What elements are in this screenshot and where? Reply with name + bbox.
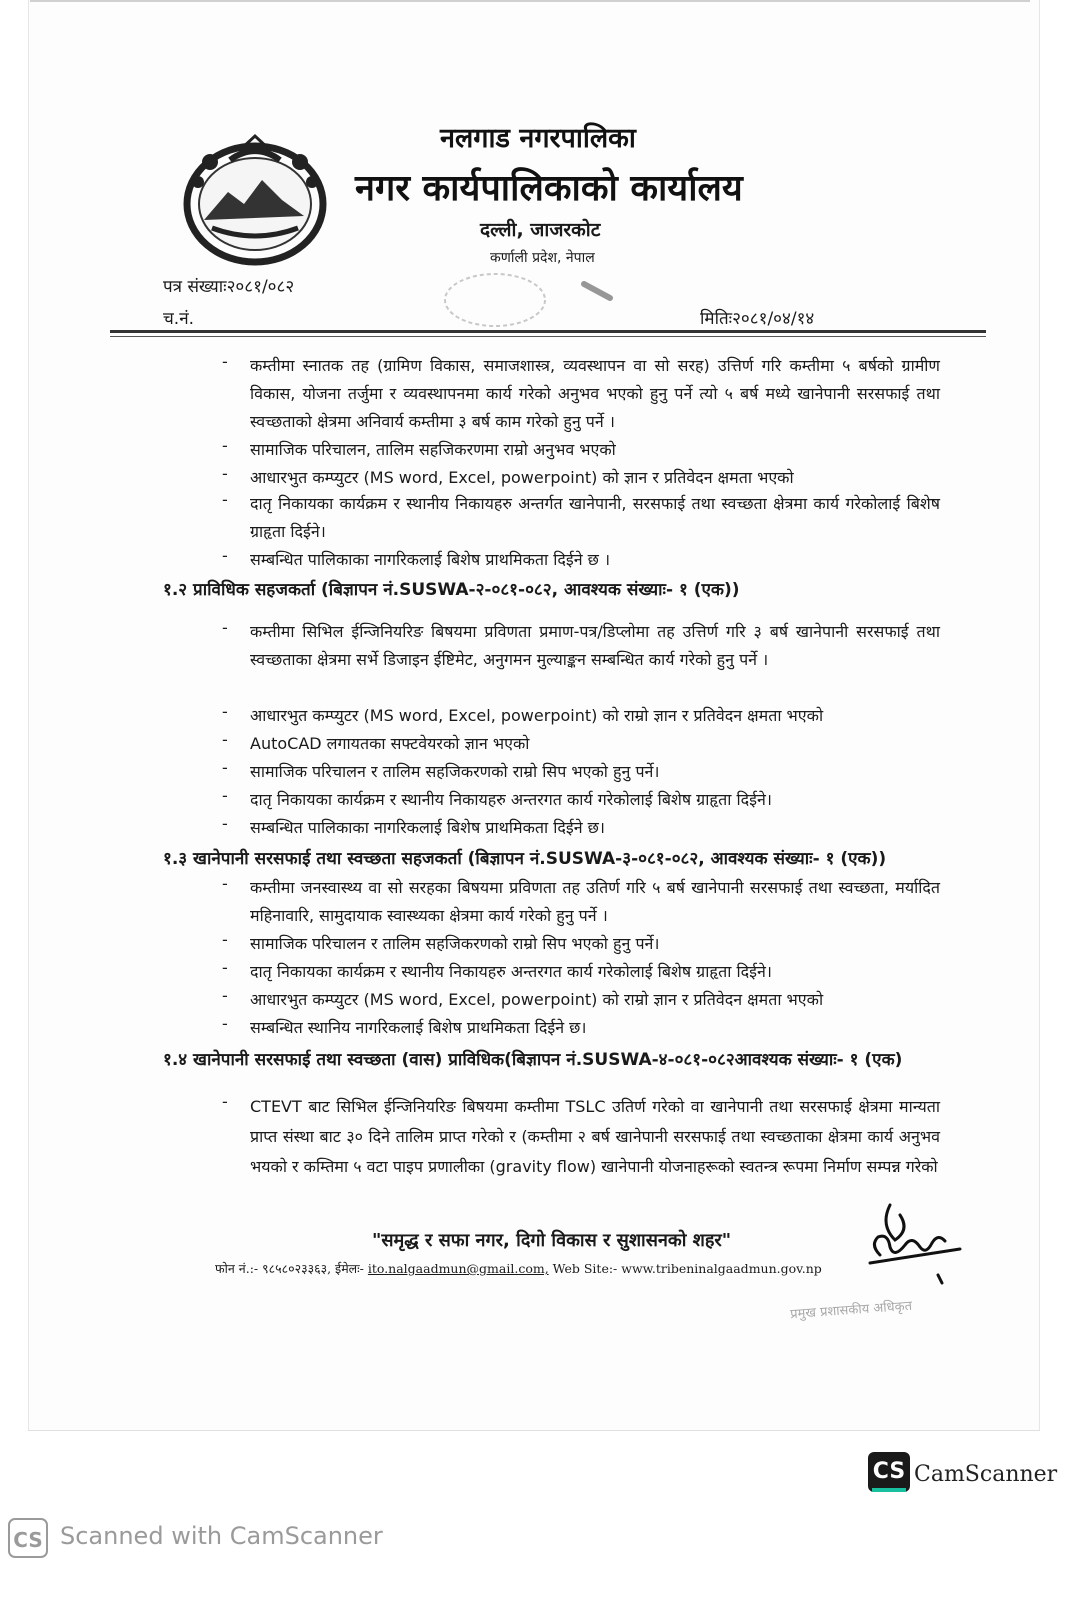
list-item: सामाजिक परिचालन, तालिम सहजिकरणमा राम्रो अनुभव भएको (250, 440, 616, 459)
list-item: कम्तीमा जनस्वास्थ्य वा सो सरहका बिषयमा प्रविणता तह उतिर्ण गरि ५ बर्ष खानेपानी सरसफाई तथा स्वच्छता, मर्यादित महिनावारि, सामुदायाक स्वास्थ्यका क्षेत्रमा कार्य गरेको हुनु पर्ने । (250, 878, 940, 925)
list-item: दातृ निकायका कार्यक्रम र स्थानीय निकायहरु अन्तरगत कार्य गरेकोलाई बिशेष ग्राहृता दिईने। (250, 962, 772, 981)
bullet-marker: - (222, 986, 228, 1005)
bullet-marker: - (222, 758, 228, 777)
list-item: सामाजिक परिचालन र तालिम सहजिकरणको राम्रो सिप भएको हुनु पर्ने। (250, 934, 660, 953)
list-item: AutoCAD लगायतका सफ्टवेयरको ज्ञान भएको (250, 734, 530, 753)
website-text[interactable]: Web Site:- www.tribeninalgaadmun.gov.np (552, 1261, 822, 1276)
bullet-marker: - (222, 546, 228, 565)
bullet-marker: - (222, 352, 228, 371)
camscanner-logo-accent (872, 1488, 906, 1492)
header-divider (110, 330, 986, 333)
list-item: CTEVT बाट सिभिल ईन्जिनियरिङ बिषयमा कम्तीमा TSLC उतिर्ण गरेको वा खानेपानी तथा सरसफाई क्षेत्रमा मान्यता प्राप्त संस्था बाट ३० दिने तालिम प्राप्त गरेको र (कम्तीमा २ बर्ष खानेपानी सरसफाई तथा स्वच्छताका क्षेत्रमा कार्य अनुभव भयको र कम्तिमा ५ वटा पाइप प्रणालीका (gravity flow) खानेपानी योजनाहरूको स्वतन्त्र रूपमा निर्माण सम्पन्न गरेको (250, 1097, 940, 1176)
list-item: सम्बन्धित पालिकाका नागरिकलाई बिशेष प्राथमिकता दिईने छ । (250, 550, 611, 569)
bullet-marker: - (222, 436, 228, 455)
email-link[interactable]: ito.nalgaadmun@gmail.com, (367, 1261, 549, 1276)
section-heading: १.४ खानेपानी सरसफाई तथा स्वच्छता (वास) प्राविधिक(बिज्ञापन नं.SUSWA-४-०८१-०८२आवश्यक संख्याः- १ (एक) (163, 1050, 903, 1070)
bullet-marker: - (222, 930, 228, 949)
list-item: कम्तीमा सिभिल ईन्जिनियरिङ बिषयमा प्रविणता प्रमाण-पत्र/डिप्लोमा तह उत्तिर्ण गरि ३ बर्ष खानेपानी सरसफाई तथा स्वच्छताका क्षेत्रमा सर्भे डिजाइन ईष्टिमेट, अनुगमन मुल्याङ्कन सम्बन्धित कार्य गरेको हुनु पर्ने । (250, 622, 940, 669)
letter-date: मितिः२०८१/०४/१४ (700, 309, 815, 329)
list-item: सामाजिक परिचालन र तालिम सहजिकरणको राम्रो सिप भएको हुनु पर्ने। (250, 762, 660, 781)
bullet-marker: - (222, 814, 228, 833)
signatory-title: प्रमुख प्रशासकीय अधिकृत (789, 1298, 913, 1323)
bullet-marker: - (222, 1092, 228, 1111)
scanned-with-text: Scanned with CamScanner (60, 1522, 383, 1550)
list-item: सम्बन्धित स्थानिय नागरिकलाई बिशेष प्राथमिकता दिईने छ। (250, 1018, 587, 1037)
faint-stamp-icon (440, 270, 550, 330)
phone-text: फोन नं.:- ९८५८०२३३६३, ईमेलः- (215, 1261, 364, 1276)
handwritten-signature-icon (850, 1185, 970, 1295)
bullet-marker: - (222, 618, 228, 637)
list-item: आधारभुत कम्प्युटर (MS word, Excel, powerpoint) को राम्रो ज्ञान र प्रतिवेदन क्षमता भएको (250, 990, 824, 1009)
office-title: नगर कार्यपालिकाको कार्यालय (355, 168, 743, 209)
bullet-marker: - (222, 786, 228, 805)
bullet-marker: - (222, 730, 228, 749)
list-item: आधारभुत कम्प्युटर (MS word, Excel, powerpoint) को ज्ञान र प्रतिवेदन क्षमता भएको (250, 468, 794, 487)
municipality-motto: "समृद्ध र सफा नगर, दिगो विकास र सुशासनको शहर" (372, 1230, 732, 1251)
ink-smudge-icon (580, 278, 616, 302)
header-divider-thin (110, 336, 986, 337)
address-line-1: दल्ली, जाजरकोट (480, 219, 601, 241)
list-item: आधारभुत कम्प्युटर (MS word, Excel, powerpoint) को राम्रो ज्ञान र प्रतिवेदन क्षमता भएको (250, 706, 824, 725)
municipality-name: नलगाड नगरपालिका (440, 123, 636, 154)
bullet-marker: - (222, 1014, 228, 1033)
nepal-emblem-icon (170, 132, 340, 272)
top-edge (30, 0, 1030, 2)
contact-line (215, 1260, 822, 1277)
bullet-marker: - (222, 958, 228, 977)
section-heading: १.३ खानेपानी सरसफाई तथा स्वच्छता सहजकर्ता (बिज्ञापन नं.SUSWA-३-०८१-०८२, आवश्यक संख्याः- १ (एक)) (163, 849, 887, 869)
address-line-2: कर्णाली प्रदेश, नेपाल (490, 250, 595, 266)
section-heading: १.२ प्राविधिक सहजकर्ता (बिज्ञापन नं.SUSWA-२-०८१-०८२, आवश्यक संख्याः- १ (एक)) (163, 580, 740, 600)
letter-number: पत्र संख्याः२०८१/०८२ (163, 277, 295, 297)
camscanner-footer-logo-icon: CS (8, 1518, 48, 1558)
list-item: दातृ निकायका कार्यक्रम र स्थानीय निकायहरु अन्तर्गत खानेपानी, सरसफाई तथा स्वच्छता क्षेत्रमा कार्य गरेकोलाई बिशेष ग्राहृता दिईने। (250, 494, 940, 541)
bullet-marker: - (222, 464, 228, 483)
bullet-marker: - (222, 702, 228, 721)
camscanner-logo-icon: CS (868, 1452, 910, 1492)
list-item: कम्तीमा स्नातक तह (ग्रामिण विकास, समाजशास्त्र, व्यवस्थापन वा सो सरह) उत्तिर्ण गरि कम्तीमा ५ बर्षको ग्रामीण विकास, योजना तर्जुमा र व्यवस्थापनमा कार्य गरेको अनुभव भएको हुनु पर्ने त्यो ५ बर्ष मध्ये खानेपानी सरसफाई तथा स्वच्छताको क्षेत्रमा अनिवार्य कम्तीमा ३ बर्ष काम गरेको हुनु पर्ने । (250, 356, 940, 431)
bullet-marker: - (222, 874, 228, 893)
list-item: सम्बन्धित पालिकाका नागरिकलाई बिशेष प्राथमिकता दिईने छ। (250, 818, 605, 837)
dispatch-number: च.नं. (163, 309, 195, 329)
camscanner-badge-text: CamScanner (914, 1462, 1058, 1487)
bullet-marker: - (222, 490, 228, 509)
list-item: दातृ निकायका कार्यक्रम र स्थानीय निकायहरु अन्तरगत कार्य गरेकोलाई बिशेष ग्राहृता दिईने। (250, 790, 772, 809)
